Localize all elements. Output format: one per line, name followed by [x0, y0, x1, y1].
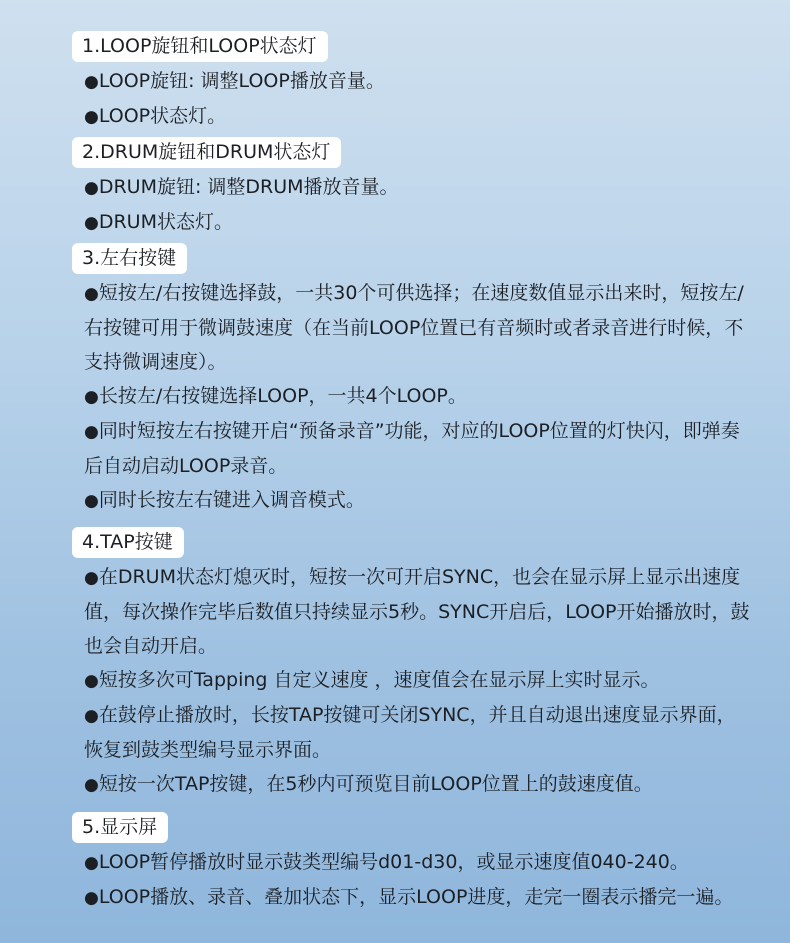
item-text: 短按多次可Tapping 自定义速度 ，速度值会在显示屏上实时显示。: [98, 669, 660, 691]
list-item: [72, 663, 752, 698]
list-item: [72, 64, 752, 99]
list-item: [72, 205, 752, 240]
section-items: [72, 276, 752, 518]
list-item: [72, 483, 752, 518]
section-left-right-keys: [72, 243, 752, 518]
item-text: DRUM旋钮: 调整DRUM播放音量。: [98, 176, 399, 198]
section-title: 4.TAP按键: [72, 527, 184, 558]
item-text: LOOP播放、录音、叠加状态下，显示LOOP进度，走完一圈表示播完一遍。: [98, 886, 734, 908]
bullet-icon: ●: [84, 568, 99, 588]
section-title: 1.LOOP旋钮和LOOP状态灯: [72, 31, 328, 62]
section-items: [72, 560, 752, 802]
list-item: [72, 99, 752, 134]
item-text: DRUM状态灯。: [98, 211, 233, 233]
bullet-icon: ●: [84, 72, 99, 92]
item-text: 同时长按左右键进入调音模式。: [98, 489, 365, 511]
list-item: [72, 767, 752, 802]
section-items: [72, 64, 752, 134]
bullet-icon: ●: [84, 213, 99, 233]
bullet-icon: ●: [84, 853, 99, 873]
bullet-icon: ●: [84, 888, 99, 908]
section-title: 2.DRUM旋钮和DRUM状态灯: [72, 137, 341, 168]
bullet-icon: ●: [84, 284, 99, 304]
bullet-icon: ●: [84, 178, 99, 198]
item-text: 短按一次TAP按键，在5秒内可预览目前LOOP位置上的鼓速度值。: [98, 773, 653, 795]
item-text: LOOP状态灯。: [98, 105, 227, 127]
section-loop-knob: [72, 31, 752, 134]
section-items: [72, 845, 752, 915]
item-text: 在鼓停止播放时，长按TAP按键可关闭SYNC，并且自动退出速度显示界面，恢复到鼓类型编号显示界面。: [84, 704, 736, 761]
list-item: [72, 880, 752, 915]
item-text: 长按左/右按键选择LOOP，一共4个LOOP。: [98, 385, 467, 407]
item-text: 在DRUM状态灯熄灭时，短按一次可开启SYNC，也会在显示屏上显示出速度值，每次操作完毕后数值只持续显示5秒。SYNC开启后，LOOP开始播放时，鼓也会自动开启。: [84, 566, 750, 657]
section-title: 5.显示屏: [72, 812, 168, 843]
item-text: 短按左/右按键选择鼓，一共30个可供选择；在速度数值显示出来时，短按左/右按键可用于微调鼓速度（在当前LOOP位置已有音频时或者录音进行时候，不支持微调速度）。: [84, 282, 744, 373]
section-drum-knob: [72, 137, 752, 240]
section-items: [72, 170, 752, 240]
list-item: [72, 276, 752, 379]
bullet-icon: ●: [84, 387, 99, 407]
section-tap-key: [72, 527, 752, 802]
bullet-icon: ●: [84, 706, 99, 726]
bullet-icon: ●: [84, 775, 99, 795]
bullet-icon: ●: [84, 422, 99, 442]
list-item: [72, 379, 752, 414]
item-text: LOOP暂停播放时显示鼓类型编号d01-d30，或显示速度值040-240。: [98, 851, 689, 873]
item-text: 同时短按左右按键开启“预备录音”功能，对应的LOOP位置的灯快闪，即弹奏后自动启动LOOP录音。: [84, 420, 740, 477]
bullet-icon: ●: [84, 107, 99, 127]
list-item: [72, 845, 752, 880]
section-display: [72, 812, 752, 915]
list-item: [72, 414, 752, 483]
list-item: [72, 698, 752, 767]
list-item: [72, 560, 752, 663]
bullet-icon: ●: [84, 491, 99, 511]
list-item: [72, 170, 752, 205]
bullet-icon: ●: [84, 671, 99, 691]
section-title: 3.左右按键: [72, 243, 187, 274]
item-text: LOOP旋钮: 调整LOOP播放音量。: [98, 70, 385, 92]
